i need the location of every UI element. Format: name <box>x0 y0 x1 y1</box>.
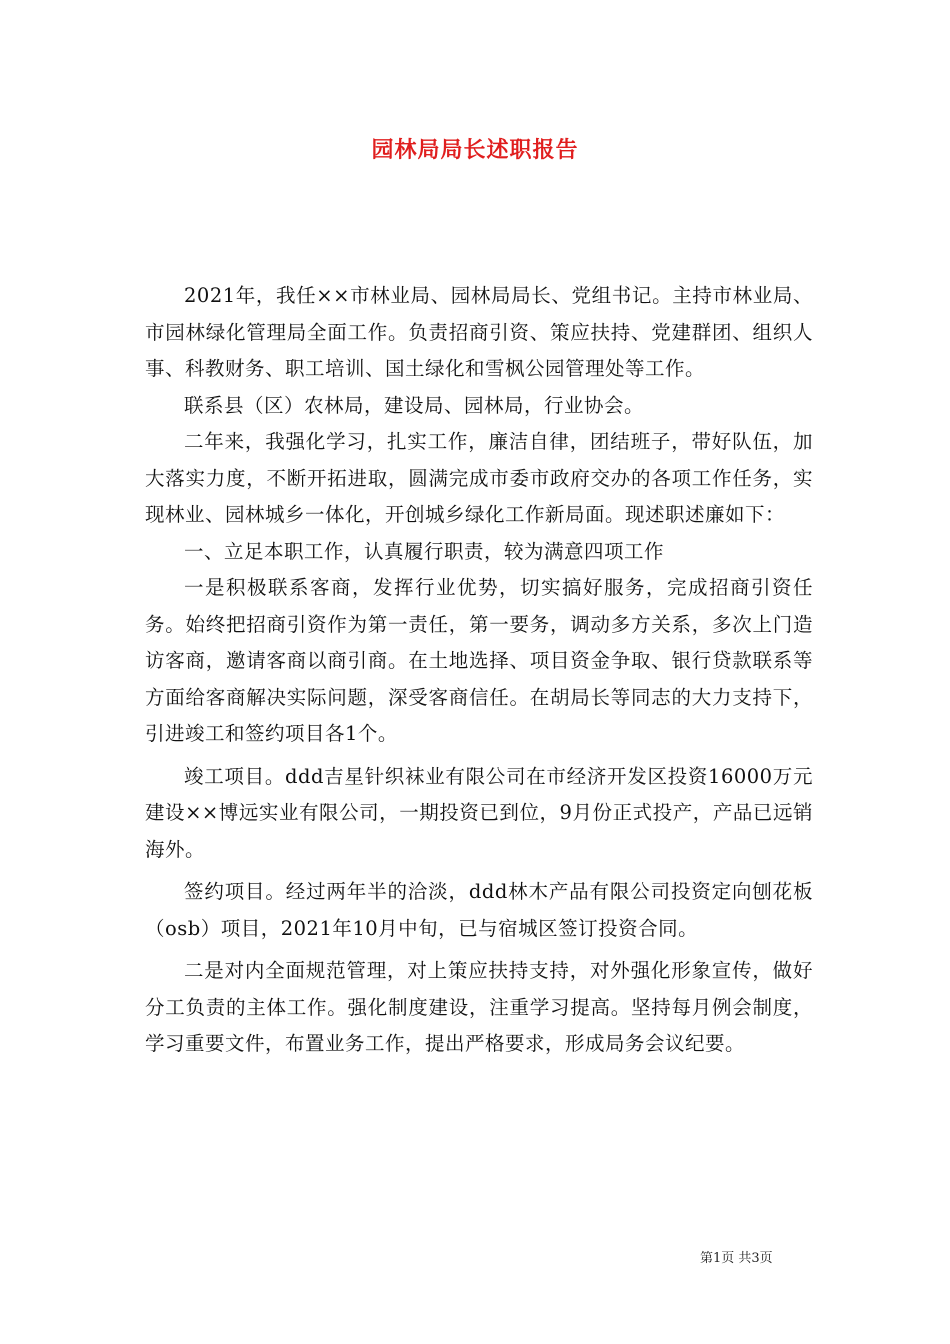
paragraph-overview: 二年来，我强化学习，扎实工作，廉洁自律，团结班子，带好队伍，加大落实力度，不断开拓进取，圆满完成市委市政府交办的各项工作任务，实现林业、园林城乡一体化，开创城乡绿化工作新局面。现述职述廉如下： <box>145 430 813 526</box>
paragraph-section-heading: 一、立足本职工作，认真履行职责，较为满意四项工作 <box>184 539 665 563</box>
paragraph-contacts: 联系县（区）农林局，建设局、园林局，行业协会。 <box>184 393 645 417</box>
page-number: 第1页 共3页 <box>700 1251 773 1266</box>
document-body <box>145 278 813 1063</box>
page-title: 园林局局长述职报告 <box>371 137 579 163</box>
paragraph-completed-project: 竣工项目。ddd吉星针织袜业有限公司在市经济开发区投资16000万元建设××博远实业有限公司，一期投资已到位，9月份正式投产，产品已远销海外。 <box>145 764 813 861</box>
paragraph-appointment: 2021年，我任××市林业局、园林局局长、党组书记。主持市林业局、市园林绿化管理局全面工作。负责招商引资、策应扶持、党建群团、组织人事、科教财务、职工培训、国土绿化和雪枫公园管理处等工作。 <box>145 284 813 380</box>
paragraph-investment: 一是积极联系客商，发挥行业优势，切实搞好服务，完成招商引资任务。始终把招商引资作为第一责任，第一要务，调动多方关系，多次上门造访客商，邀请客商以商引商。在土地选择、项目资金争取、银行贷款联系等方面给客商解决实际问题，深受客商信任。在胡局长等同志的大力支持下，引进竣工和签约项目各1个。 <box>145 576 813 745</box>
paragraph-management: 二是对内全面规范管理，对上策应扶持支持，对外强化形象宣传，做好分工负责的主体工作。强化制度建设，注重学习提高。坚持每月例会制度，学习重要文件，布置业务工作，提出严格要求，形成局务会议纪要。 <box>145 959 813 1055</box>
paragraph-signed-project: 签约项目。经过两年半的洽淡，ddd林木产品有限公司投资定向刨花板（osb）项目，2021年10月中旬，已与宿城区签订投资合同。 <box>145 880 813 940</box>
